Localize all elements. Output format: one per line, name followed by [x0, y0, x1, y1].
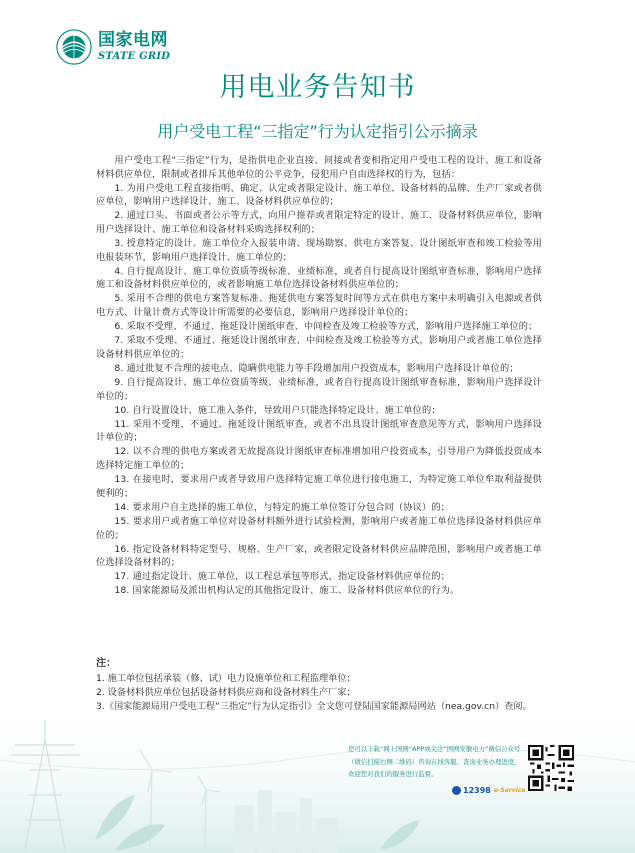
note-line: 2. 设备材料供应单位包括设备材料供应商和设备材料生产厂家；	[96, 687, 356, 698]
list-item: 3. 授意特定的设计、施工单位介入报装申请、现场勘察、供电方案答复、设计图纸审查和竣工检验等用电报装环节，影响用户选择设计、施工单位的；	[96, 238, 542, 263]
list-item: 4. 自行提高设计、施工单位资质等级标准、业绩标准，或者自行提高设计图纸审查标准，影响用户选择施工和设备材料供应单位的，或者影响施工单位选择设备材料供应单位的；	[96, 265, 542, 291]
hotline	[452, 786, 525, 795]
logo-chinese-name: 国家电网	[98, 30, 168, 50]
list-item: 15. 要求用户或者施工单位对设备材料额外进行试验检测，影响用户或者施工单位选择设备材料供应单位的；	[96, 515, 542, 541]
list-item: 10. 自行设置设计、施工准入条件，导致用户只能选择特定设计、施工单位的；	[114, 404, 441, 416]
state-grid-emblem-icon	[55, 28, 93, 66]
qr-code-icon[interactable]	[528, 745, 574, 791]
list-item: 9. 自行提高设计、施工单位资质等级、业绩标准，或者自行提高设计图纸审查标准，影响用户选择设计单位的；	[96, 377, 542, 402]
phone-icon	[452, 786, 461, 795]
list-item: 5. 采用不合理的供电方案答复标准、拖延供电方案答复时间等方式在供电方案中未明确引入电源或者供电方式、计量计费方式等设计所需要的必要信息，影响用户选择设计单位的；	[96, 293, 542, 319]
list-item: 1. 为用户受电工程直接指明、确定、认定或者限定设计、施工单位、设备材料的品牌、生产厂家或者供应单位，影响用户选择设计、施工、设备材料供应单位的；	[96, 182, 542, 208]
page-title: 用电业务告知书	[219, 72, 416, 103]
list-item: 2. 通过口头、书面或者公示等方式，向用户推荐或者限定特定的设计、施工、设备材料供应单位，影响用户选择设计、施工单位和设备材料采购选择权利的；	[96, 210, 542, 235]
notes-label: 注：	[96, 658, 116, 669]
state-grid-logo	[55, 28, 170, 66]
list-item: 6. 采取不受理、不通过、拖延设计图纸审查、中间检查及竣工检验等方式，影响用户选择施工单位的；	[114, 321, 538, 333]
hotline-number: 12398	[463, 786, 491, 795]
list-item: 16. 指定设备材料特定型号、规格、生产厂家，或者限定设备材料供应品牌范围，影响用户或者施工单位选择设备材料的；	[96, 543, 542, 569]
logo-english-name: STATE GRID	[98, 51, 171, 62]
e-service-badge: e-Service	[493, 787, 526, 794]
list-item: 11. 采用不受理、不通过、拖延设计图纸审查，或者不出具设计图纸审查意见等方式，影响用户选择设计单位的；	[96, 418, 542, 444]
list-item: 12. 以不合理的供电方案或者无故提高设计图纸审查标准增加用户投资成本，引导用户为降低投资成本选择特定施工单位的；	[96, 446, 542, 472]
list-item: 13. 在接电时，要求用户或者导致用户选择特定施工单位进行接电施工，为特定施工单位牟取利益提供便利的；	[96, 474, 542, 499]
page-subtitle: 用户受电工程“三指定”行为认定指引公示摘录	[157, 122, 478, 141]
list-item: 14. 要求用户自主选择的施工单位，与特定的施工单位签订分包合同（协议）的；	[114, 501, 450, 513]
list-item: 18. 国家能源局及派出机构认定的其他指定设计、施工、设备材料供应单位的行为。	[114, 585, 460, 597]
notice-body	[96, 154, 542, 599]
list-item: 7. 采取不受理、不通过、拖延设计图纸审查、中间检查及竣工检验等方式，影响用户或者施工单位选择设备材料供应单位的；	[96, 335, 542, 360]
contact-info: 您可以下载“网上国网”APP或关注“国网安徽电力”微信公众号（微信扫描右侧二维码）咨询在线客服、查询业务办理进度，欢迎您对我们的服务进行监督。	[348, 745, 521, 778]
note-line: 1. 施工单位包括承装（修、试）电力设施单位和工程监理单位；	[96, 673, 356, 684]
list-item: 17. 通过指定设计、施工单位，以工程总承包等形式，指定设备材料供应单位的；	[114, 571, 450, 583]
intro-paragraph: 用户受电工程“三指定”行为，是指供电企业直接、间接或者变相指定用户受电工程的设计、施工和设备材料供应单位，限制或者排斥其他单位的公平竞争，侵犯用户自由选择权的行为，包括：	[96, 155, 542, 180]
list-item: 8. 通过批复不合理的接电点、隐瞒供电能力等手段增加用户投资成本，影响用户选择设计单位的；	[114, 362, 519, 374]
